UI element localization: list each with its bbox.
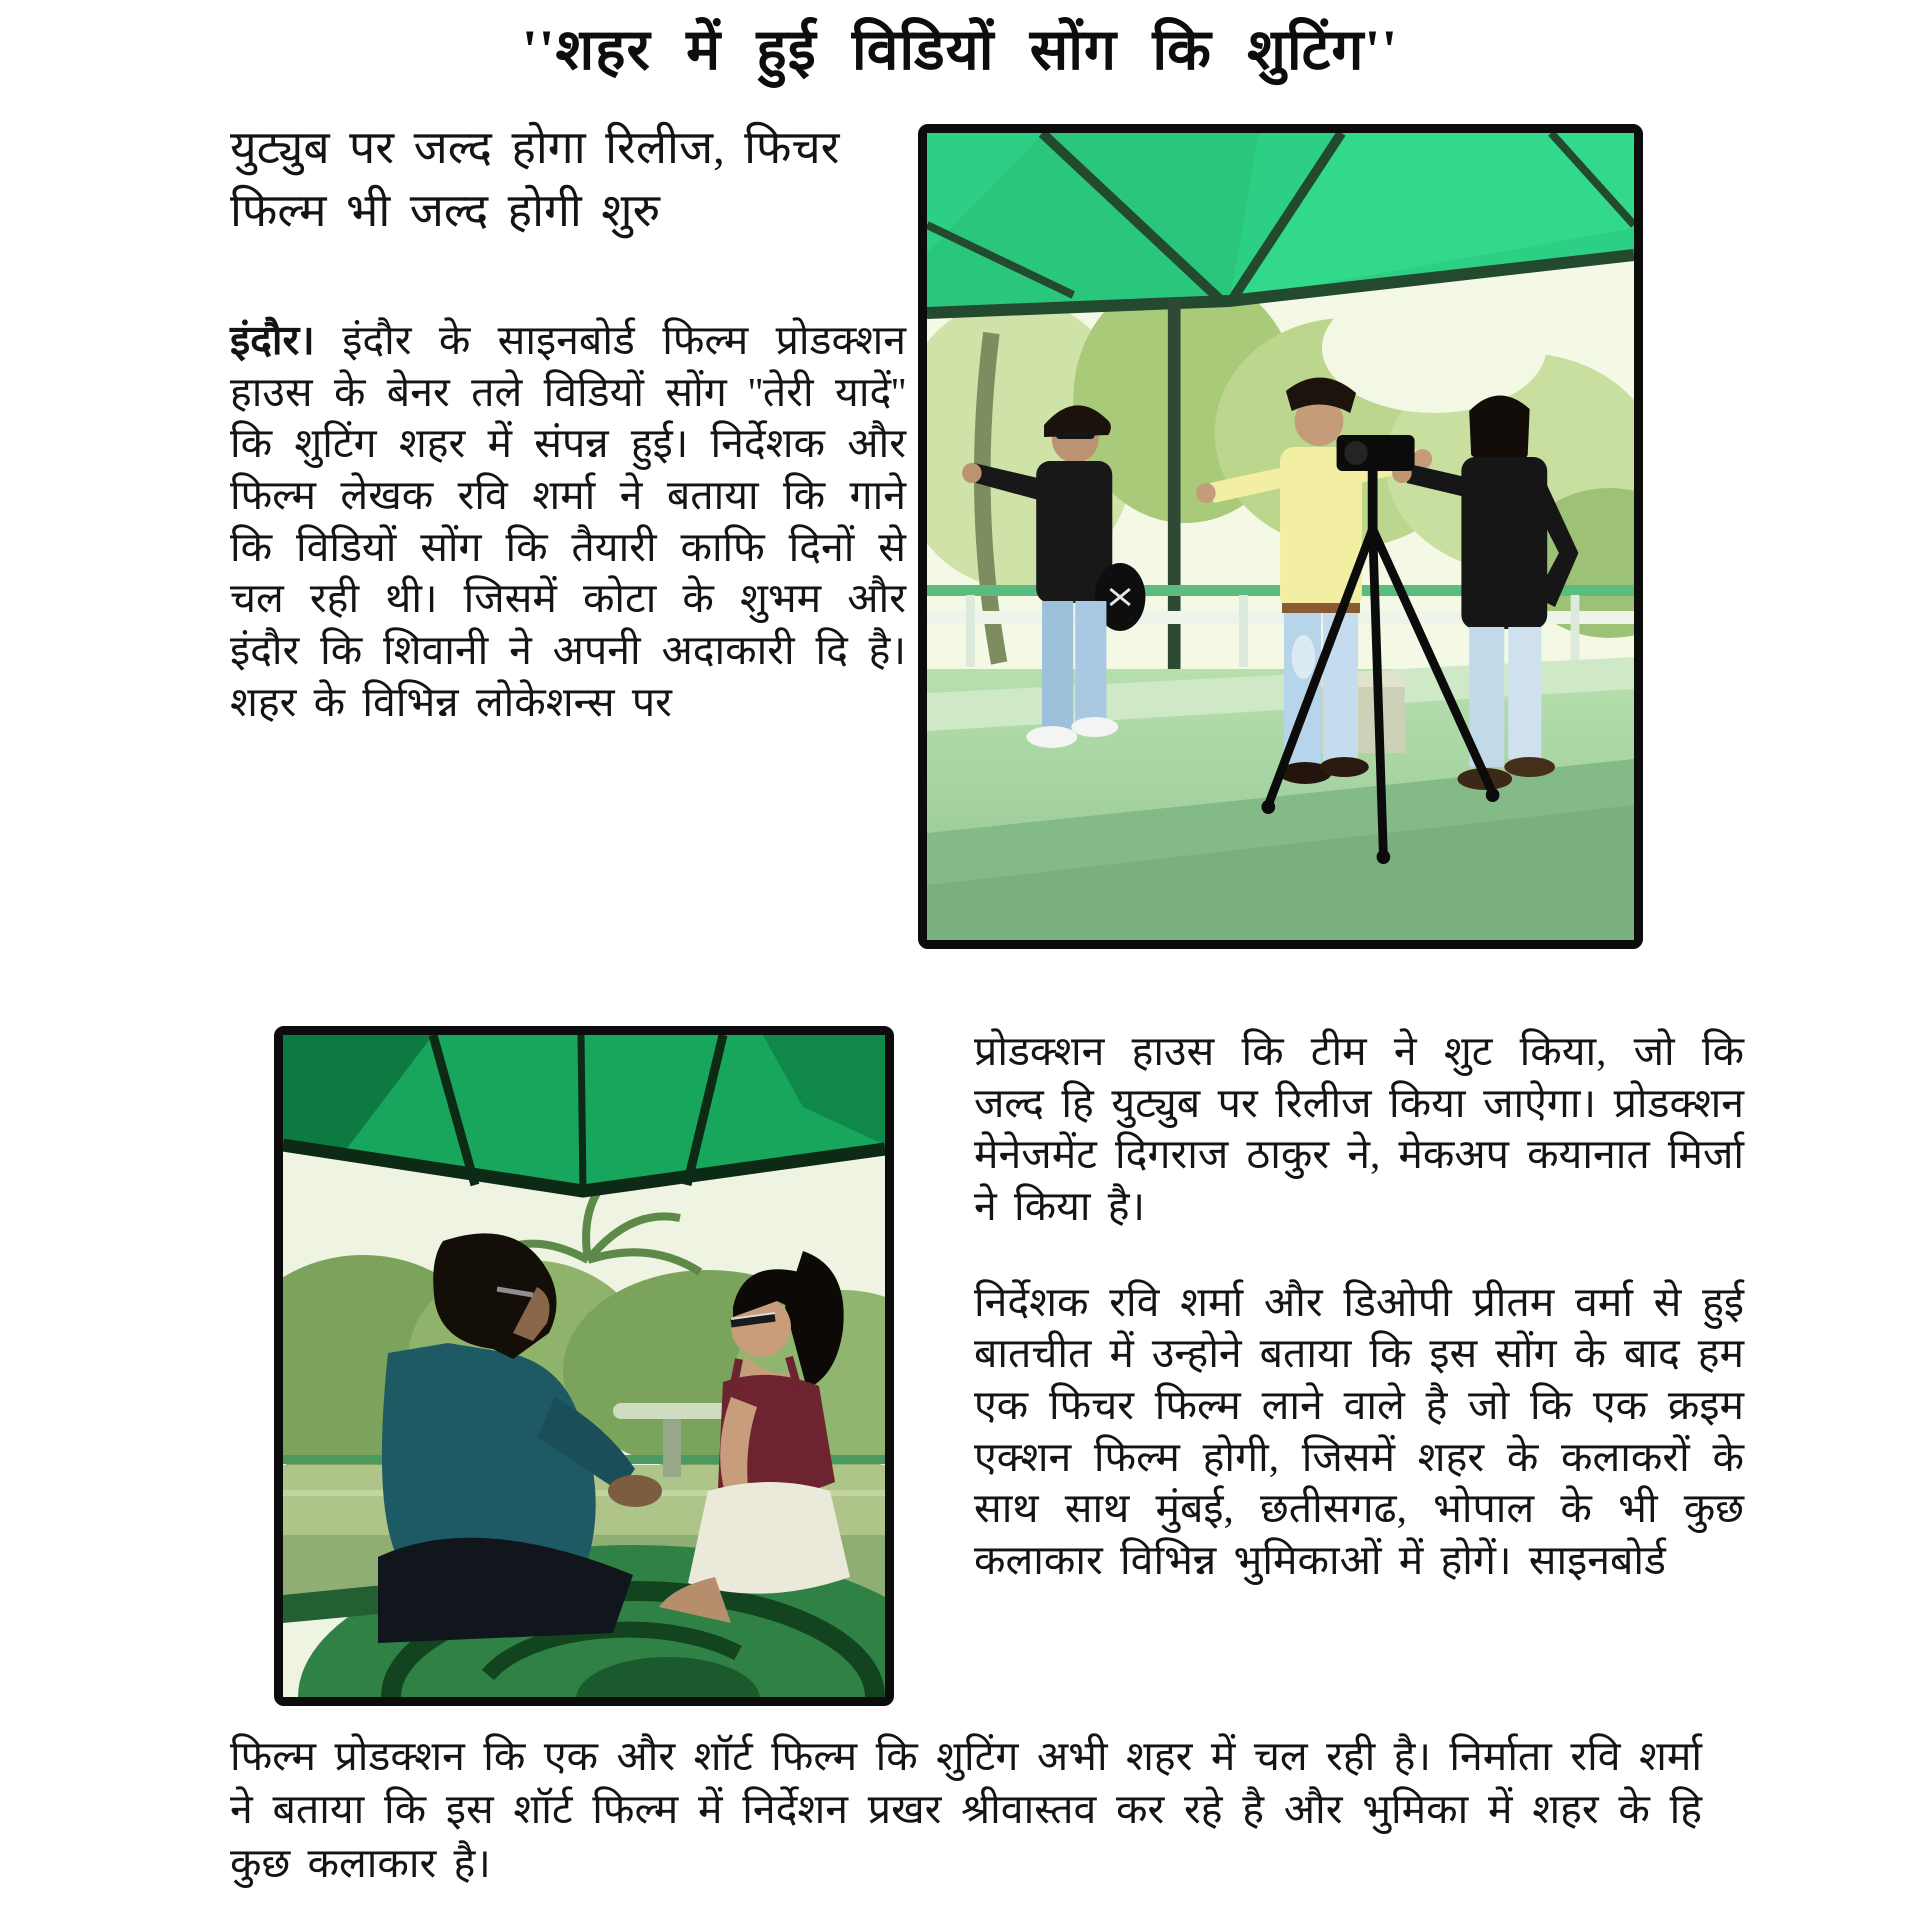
dateline-lead: इंदौर।: [230, 316, 315, 363]
article-paragraph-2: प्रोडक्शन हाउस कि टीम ने शुट किया, जो कि जल्द हि युट्युब पर रिलीज किया जाऐगा। प्रोडक्शन मेनेजमेंट दिगराज ठाकुर ने, मेकअप कयानात मिर्जा ने किया है।: [974, 1028, 1744, 1229]
gazebo-pole: [1168, 299, 1181, 699]
article-paragraph-3: निर्देशक रवि शर्मा और डिओपी प्रीतम वर्मा से हुई बातचीत में उन्होने बताया कि इस सोंग के बाद हम एक फिचर फिल्म लाने वाले है जो कि एक क्रइम एक्शन फिल्म होगी, जिसमें शहर के कलाकरों के साथ साथ मुंबई, छतीसगढ, भोपाल के भी कुछ कलाकार विभिन्न भुमिकाओं में होगें। साइनबोर्ड: [974, 1278, 1744, 1583]
article-title: ''शहर में हुई विडियों सोंग कि शुटिंग'': [521, 19, 1399, 82]
top-section: [230, 116, 1702, 1004]
article-paragraph-1: [230, 315, 906, 728]
right-column: [974, 1010, 1744, 1722]
photo-video-shoot: [918, 124, 1643, 949]
photo-scene-couple: [274, 1026, 894, 1706]
article-subtitle: युट्युब पर जल्द होगा रिलीज, फिचर फिल्म भी जल्द होगी शुरु: [230, 122, 840, 237]
photo-video-shoot-illustration: [927, 133, 1634, 940]
article-paragraph-4: फिल्म प्रोडक्शन कि एक और शॉर्ट फिल्म कि शुटिंग अभी शहर में चल रही है। निर्माता रवि शर्मा ने बताया कि इस शॉर्ट फिल्म में निर्देशन प्रखर श्रीवास्तव कर रहे है और भुमिका में शहर के हि कुछ कलाकार है।: [230, 1733, 1702, 1886]
left-column: [230, 116, 906, 1004]
middle-section: [230, 1010, 1744, 1722]
paragraph-1-text: इंदौर के साइनबोर्ड फिल्म प्रोडक्शन हाउस के बेनर तले विडियों सोंग ''तेरी यादें'' कि शुटिंग शहर में संपन्न हुई। निर्देशक और फिल्म लेखक रवि शर्मा ने बताया कि गाने कि विडियों सोंग कि तैयारी काफि दिनों से चल रही थी। जिसमें कोटा के शुभम और इंदौर कि शिवानी ने अपनी अदाकारी दि है। शहर के विभिन्न लोकेशन्स पर: [230, 316, 907, 725]
photo-scene-couple-illustration: [283, 1035, 885, 1697]
